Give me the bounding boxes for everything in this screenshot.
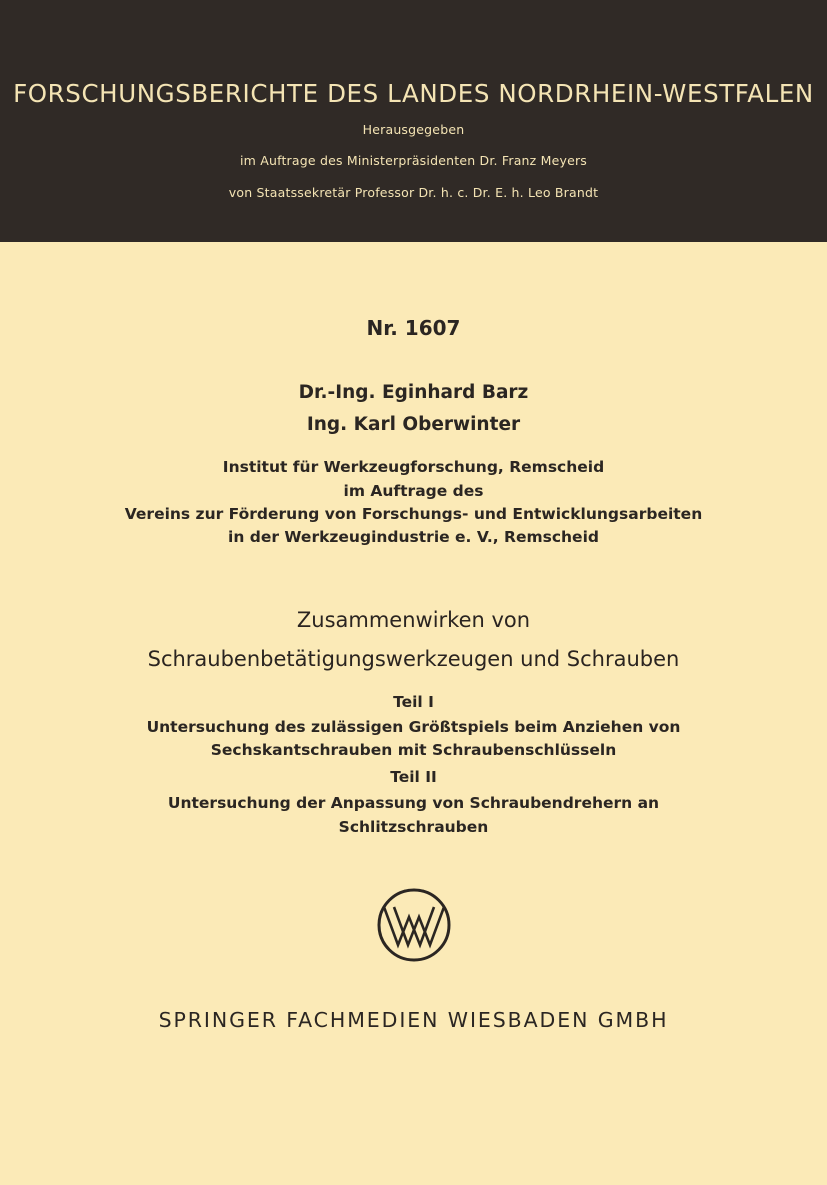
part-1-line-2: Sechskantschrauben mit Schraubenschlüsseln: [210, 741, 617, 759]
book-title-line-1: Zusammenwirken von: [296, 608, 531, 632]
publisher-name: SPRINGER FACHMEDIEN WIESBADEN GMBH: [158, 1008, 669, 1032]
part-2-line-2: Schlitzschrauben: [338, 818, 489, 836]
author-1: Dr.-Ing. Eginhard Barz: [298, 382, 529, 403]
institute-line-3: Vereins zur Förderung von Forschungs- und Entwicklungsarbeiten: [124, 505, 703, 523]
series-title: FORSCHUNGSBERICHTE DES LANDES NORDRHEIN-WESTFALEN: [13, 79, 814, 108]
editor-line-herausgegeben: Herausgegeben: [362, 122, 465, 137]
report-number: Nr. 1607: [366, 316, 461, 340]
institute-line-1: Institut für Werkzeugforschung, Remscheid: [222, 458, 605, 476]
editor-line-secretary: von Staatssekretär Professor Dr. h. c. Dr. E. h. Leo Brandt: [228, 185, 599, 200]
part-1-label: Teil I: [393, 693, 434, 711]
institute-line-4: in der Werkzeugindustrie e. V., Remscheid: [228, 528, 599, 546]
part-2-line-1: Untersuchung der Anpassung von Schraubendrehern an: [167, 794, 660, 812]
part-1-line-1: Untersuchung des zulässigen Größtspiels beim Anziehen von: [146, 718, 681, 736]
editor-line-minister: im Auftrage des Ministerpräsidenten Dr. Franz Meyers: [239, 153, 588, 168]
author-2: Ing. Karl Oberwinter: [306, 414, 521, 435]
institute-line-2: im Auftrage des: [343, 482, 484, 500]
publisher-logo-icon: [376, 887, 452, 963]
series-header-band: [0, 0, 827, 242]
part-2-label: Teil II: [390, 768, 437, 786]
book-title-line-2: Schraubenbetätigungswerkzeugen und Schrauben: [147, 647, 680, 671]
